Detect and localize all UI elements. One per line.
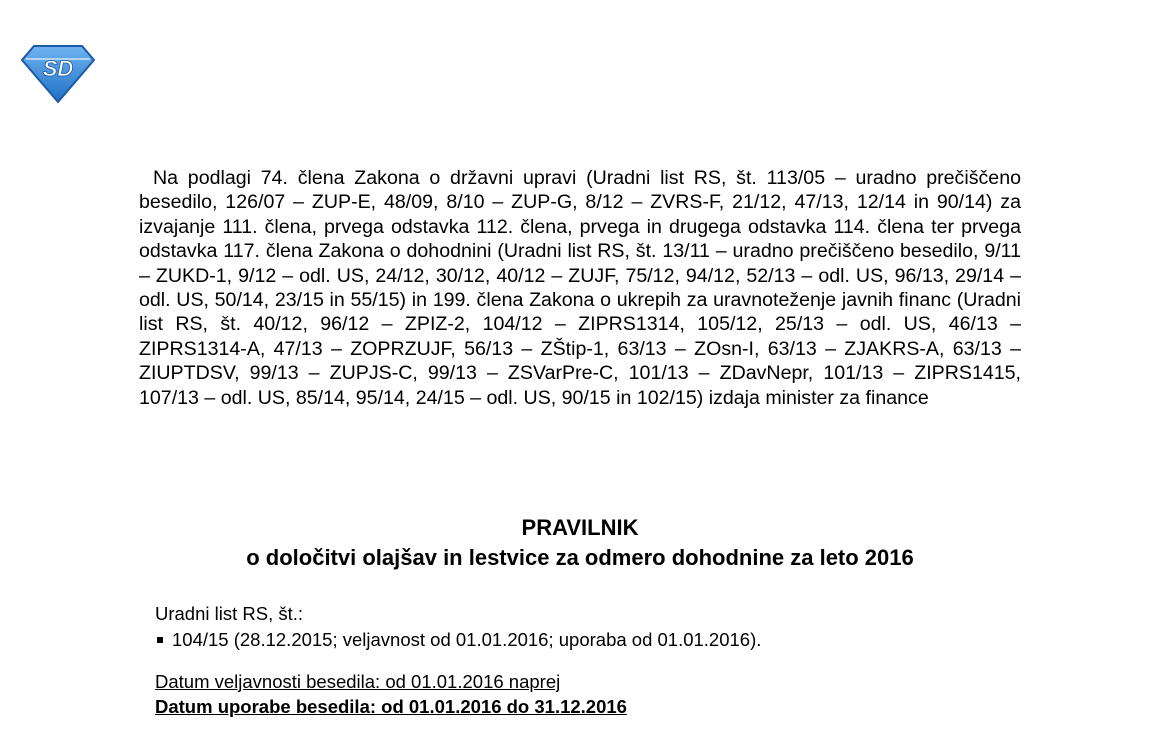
validity-info <box>155 669 1015 719</box>
gazette-reference <box>155 601 1015 653</box>
gazette-entry <box>155 627 1015 653</box>
svg-text:SD: SD <box>42 56 74 81</box>
use-date: Datum uporabe besedila: od 01.01.2016 do 31.12.2016 <box>155 696 627 717</box>
diamond-logo-icon <box>20 42 96 104</box>
title-main: PRAVILNIK <box>521 515 639 540</box>
document-title <box>139 513 1021 573</box>
preamble-paragraph: Na podlagi 74. člena Zakona o državni upravi (Uradni list RS, št. 113/05 – uradno prečiščeno besedilo, 126/07 – ZUP-E, 48/09, 8/10 – ZUP-G, 8/12 – ZVRS-F, 21/12, 47/13, 12/14 in 90/14) za izvajanje 111. člena, prvega odstavka 112. člena, prvega in drugega odstavka 114. člena ter prvega odstavka 117. člena Zakona o dohodnini (Uradni list RS, št. 13/11 – uradno prečiščeno besedilo, 9/11 – ZUKD-1, 9/12 – odl. US, 24/12, 30/12, 40/12 – ZUJF, 75/12, 94/12, 52/13 – odl. US, 96/13, 29/14 – odl. US, 50/14, 23/15 in 55/15) in 199. člena Zakona o ukrepih za uravnoteženje javnih financ (Uradni list RS, št. 40/12, 96/12 – ZPIZ-2, 104/12 – ZIPRS1314, 105/12, 25/13 – odl. US, 46/13 – ZIPRS1314-A, 47/13 – ZOPRZUJF, 56/13 – ZŠtip-1, 63/13 – ZOsn-I, 63/13 – ZJAKRS-A, 63/13 – ZIUPTDSV, 99/13 – ZUPJS-C, 99/13 – ZSVarPre-C, 101/13 – ZDavNepr, 101/13 – ZIPRS1415, 107/13 – odl. US, 85/14, 95/14, 24/15 – odl. US, 90/15 in 102/15) izdaja minister za finance <box>139 167 1021 409</box>
bullet-icon <box>157 637 163 643</box>
gazette-label: Uradni list RS, št.: <box>155 603 304 624</box>
validity-date: Datum veljavnosti besedila: od 01.01.2016 naprej <box>155 671 561 692</box>
logo <box>20 42 96 104</box>
gazette-entry-text: 104/15 (28.12.2015; veljavnost od 01.01.2016; uporaba od 01.01.2016). <box>172 629 762 650</box>
title-subtitle: o določitvi olajšav in lestvice za odmero dohodnine za leto 2016 <box>246 545 914 570</box>
